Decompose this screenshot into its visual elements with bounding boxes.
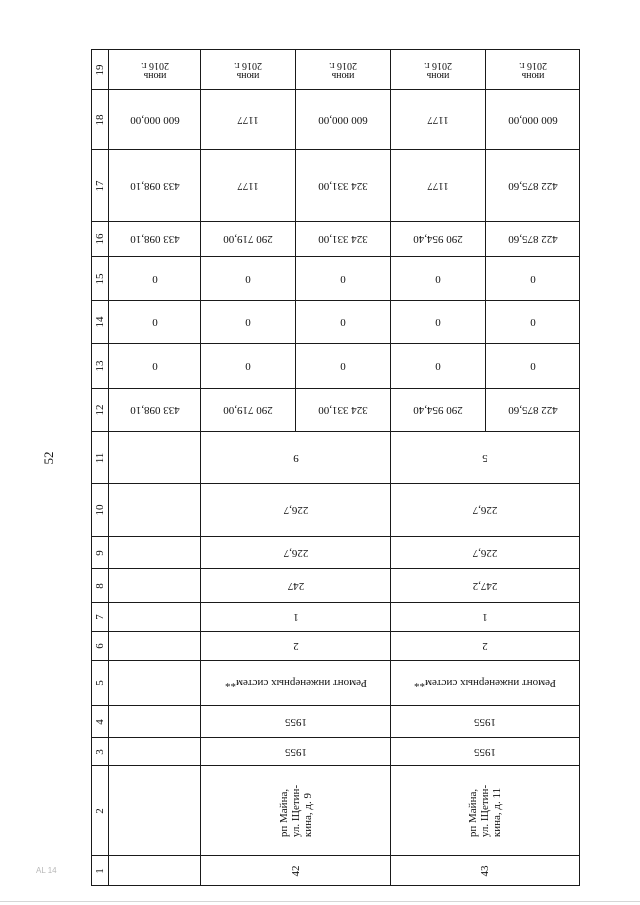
blank-cell bbox=[108, 660, 201, 706]
column-number: 19 bbox=[94, 64, 106, 75]
cost-cell-col15 bbox=[485, 256, 580, 301]
column-number: 8 bbox=[94, 582, 106, 589]
cost-cell-col17 bbox=[295, 149, 391, 222]
cost-cell-col15 bbox=[108, 256, 201, 301]
area-col10: 226,7 bbox=[472, 504, 498, 516]
cell-text-line: рп Майна, bbox=[467, 788, 479, 837]
entrances: 1 bbox=[482, 611, 488, 623]
cell-text-line: 2016 г. bbox=[424, 59, 452, 71]
blank-cell bbox=[108, 536, 201, 569]
cost-cell-col12 bbox=[390, 388, 486, 432]
cost-cell-col16 bbox=[108, 221, 201, 257]
column-header-10 bbox=[91, 483, 109, 537]
cell-text-line: июнь bbox=[143, 69, 166, 81]
year_commissioned-cell bbox=[200, 705, 391, 738]
cost-cell-col15 bbox=[295, 256, 391, 301]
cost-cell-col12 bbox=[108, 388, 201, 432]
cost-cell-col13 bbox=[108, 343, 201, 389]
cost-cell-col16 bbox=[390, 221, 486, 257]
column-number: 6 bbox=[94, 643, 106, 649]
blank-cell bbox=[108, 568, 201, 603]
column-number: 4 bbox=[94, 718, 106, 725]
cost-value: 0 bbox=[151, 360, 158, 372]
deadline-cell bbox=[390, 49, 486, 90]
cost-value: 0 bbox=[529, 360, 536, 372]
column-header-7 bbox=[91, 602, 109, 632]
column-header-14 bbox=[91, 300, 109, 344]
column-number: 16 bbox=[94, 233, 106, 245]
corner-mark: AL 14 bbox=[36, 866, 57, 875]
year-built: 1955 bbox=[284, 745, 307, 758]
cost-value: 433 098,10 bbox=[129, 404, 180, 416]
deadline-text bbox=[329, 60, 357, 80]
cost-value: 433 098,10 bbox=[129, 179, 180, 192]
column-number: 2 bbox=[94, 807, 106, 814]
area_col10-cell bbox=[200, 483, 391, 537]
address-text bbox=[278, 784, 314, 836]
column-number: 1 bbox=[94, 867, 106, 874]
cost-value: 600 000,00 bbox=[318, 113, 368, 126]
cost-value: 0 bbox=[435, 272, 441, 285]
cost-value: 433 098,10 bbox=[129, 233, 180, 245]
blank-cell bbox=[108, 631, 201, 661]
cell-text-line: кина, д. 9 bbox=[301, 792, 314, 837]
cost-value: 0 bbox=[245, 272, 251, 285]
column-header-18 bbox=[91, 89, 109, 150]
residents: 5 bbox=[482, 451, 488, 464]
year-commissioned: 1955 bbox=[474, 715, 496, 728]
cell-text-line: 2016 г. bbox=[234, 59, 262, 71]
column-header-19 bbox=[91, 49, 109, 90]
cost-cell-col17 bbox=[200, 149, 296, 222]
area_col9-cell bbox=[200, 536, 391, 569]
year-commissioned: 1955 bbox=[284, 715, 307, 728]
cost-value: 0 bbox=[151, 316, 158, 328]
floors-cell bbox=[200, 631, 391, 661]
address-text bbox=[467, 784, 503, 836]
cost-value: 0 bbox=[245, 360, 251, 372]
cost-cell-col18 bbox=[295, 89, 391, 150]
cost-cell-col16 bbox=[200, 221, 296, 257]
cost-cell-col16 bbox=[295, 221, 391, 257]
blank-cell bbox=[108, 431, 201, 484]
cost-value: 0 bbox=[340, 272, 346, 285]
address-cell bbox=[390, 765, 580, 856]
cost-value: 324 331,00 bbox=[318, 179, 368, 192]
cost-cell-col12 bbox=[295, 388, 391, 432]
deadline-text bbox=[234, 60, 262, 80]
cost-cell-col13 bbox=[485, 343, 580, 389]
cost-value: 422 875,60 bbox=[507, 233, 558, 245]
column-number: 12 bbox=[94, 404, 106, 416]
cost-cell-col14 bbox=[390, 300, 486, 344]
cost-cell-col17 bbox=[485, 149, 580, 222]
cost-cell-col13 bbox=[295, 343, 391, 389]
page-number: 52 bbox=[41, 451, 56, 465]
cost-value: 0 bbox=[529, 316, 536, 328]
cost-cell-col15 bbox=[200, 256, 296, 301]
deadline-cell bbox=[108, 49, 201, 90]
cost-value: 600 000,00 bbox=[507, 113, 558, 126]
record-number-cell bbox=[390, 855, 580, 886]
cost-value: 600 000,00 bbox=[129, 113, 180, 126]
deadline-cell bbox=[200, 49, 296, 90]
column-number: 3 bbox=[94, 748, 106, 755]
cost-value: 0 bbox=[340, 316, 346, 328]
cost-cell-col16 bbox=[485, 221, 580, 257]
cost-cell-col17 bbox=[108, 149, 201, 222]
total-area: 247,2 bbox=[472, 579, 498, 592]
cost-value: 290 719,00 bbox=[223, 404, 273, 416]
year_commissioned-cell bbox=[390, 705, 580, 738]
work_type-cell bbox=[390, 660, 580, 706]
blank-cell bbox=[108, 705, 201, 738]
area-col9: 226,7 bbox=[283, 546, 308, 559]
residents-cell bbox=[390, 431, 580, 484]
record-number: 43 bbox=[479, 865, 491, 876]
cost-value: 1177 bbox=[237, 179, 259, 192]
column-number: 9 bbox=[94, 549, 106, 556]
cost-value: 290 719,00 bbox=[223, 233, 273, 245]
floors: 2 bbox=[482, 640, 488, 652]
column-header-5 bbox=[91, 660, 109, 706]
column-header-9 bbox=[91, 536, 109, 569]
floors: 2 bbox=[292, 640, 299, 652]
cost-value: 290 954,40 bbox=[413, 233, 463, 245]
cost-value: 0 bbox=[529, 272, 536, 285]
area_col10-cell bbox=[390, 483, 580, 537]
cost-value: 0 bbox=[435, 360, 441, 372]
cost-value: 0 bbox=[245, 316, 251, 328]
record-number-cell bbox=[200, 855, 391, 886]
entrances: 1 bbox=[292, 611, 299, 623]
cell-text-line: 2016 г. bbox=[140, 59, 169, 71]
column-header-4 bbox=[91, 705, 109, 738]
year_built-cell bbox=[200, 737, 391, 766]
work-type: Ремонт инженерных систем** bbox=[224, 677, 367, 689]
cost-cell-col13 bbox=[390, 343, 486, 389]
cost-cell-col18 bbox=[108, 89, 201, 150]
column-header-11 bbox=[91, 431, 109, 484]
column-header-16 bbox=[91, 221, 109, 257]
column-number: 18 bbox=[94, 114, 106, 125]
cost-cell-col15 bbox=[390, 256, 486, 301]
column-header-6 bbox=[91, 631, 109, 661]
entrances-cell bbox=[390, 602, 580, 632]
cell-text-line: рп Майна, bbox=[277, 788, 290, 837]
cost-cell-col14 bbox=[485, 300, 580, 344]
cost-cell-col14 bbox=[108, 300, 201, 344]
column-header-15 bbox=[91, 256, 109, 301]
blank-cell bbox=[108, 855, 201, 886]
cost-cell-col14 bbox=[200, 300, 296, 344]
cost-value: 0 bbox=[340, 360, 346, 372]
cell-text-line: июнь bbox=[331, 69, 355, 81]
blank-cell bbox=[108, 765, 201, 856]
cost-cell-col17 bbox=[390, 149, 486, 222]
cost-value: 324 331,00 bbox=[318, 233, 368, 245]
cell-text-line: июнь bbox=[426, 69, 450, 81]
deadline-text bbox=[519, 60, 547, 80]
cell-text-line: ул. Щетин- bbox=[289, 784, 302, 837]
column-number: 13 bbox=[94, 360, 106, 372]
cost-cell-col13 bbox=[200, 343, 296, 389]
column-number: 10 bbox=[94, 504, 106, 516]
cost-cell-col18 bbox=[485, 89, 580, 150]
column-header-8 bbox=[91, 568, 109, 603]
area-col10: 226,7 bbox=[283, 504, 308, 516]
cell-text-line: кина, д. 11 bbox=[491, 787, 503, 837]
total_area-cell bbox=[390, 568, 580, 603]
cost-cell-col12 bbox=[485, 388, 580, 432]
column-header-13 bbox=[91, 343, 109, 389]
column-number: 7 bbox=[94, 614, 106, 620]
column-number: 14 bbox=[94, 316, 106, 328]
blank-cell bbox=[108, 483, 201, 537]
cost-value: 422 875,60 bbox=[507, 404, 558, 416]
column-number: 17 bbox=[94, 180, 106, 191]
cell-text-line: 2016 г. bbox=[329, 59, 357, 71]
cost-cell-col12 bbox=[200, 388, 296, 432]
blank-cell bbox=[108, 602, 201, 632]
floors-cell bbox=[390, 631, 580, 661]
deadline-text bbox=[141, 60, 169, 80]
record-number: 42 bbox=[289, 865, 302, 876]
deadline-cell bbox=[295, 49, 391, 90]
area-col9: 226,7 bbox=[472, 546, 498, 559]
cell-text-line: июнь bbox=[236, 69, 260, 81]
area_col9-cell bbox=[390, 536, 580, 569]
entrances-cell bbox=[200, 602, 391, 632]
residents-cell bbox=[200, 431, 391, 484]
cell-text-line: 2016 г. bbox=[518, 59, 547, 71]
total_area-cell bbox=[200, 568, 391, 603]
work-type: Ремонт инженерных систем** bbox=[414, 677, 556, 689]
column-header-12 bbox=[91, 388, 109, 432]
column-header-2 bbox=[91, 765, 109, 856]
column-number: 11 bbox=[94, 452, 106, 463]
deadline-text bbox=[424, 60, 452, 80]
cost-value: 0 bbox=[151, 272, 158, 285]
cost-value: 1177 bbox=[237, 113, 259, 126]
blank-cell bbox=[108, 737, 201, 766]
residents: 9 bbox=[292, 451, 299, 464]
cost-value: 1177 bbox=[427, 179, 449, 192]
year-built: 1955 bbox=[474, 745, 496, 758]
cost-value: 0 bbox=[435, 316, 441, 328]
column-header-17 bbox=[91, 149, 109, 222]
total-area: 247 bbox=[287, 579, 304, 592]
cost-value: 1177 bbox=[427, 113, 449, 126]
column-header-3 bbox=[91, 737, 109, 766]
cost-cell-col18 bbox=[390, 89, 486, 150]
column-header-1 bbox=[91, 855, 109, 886]
cost-value: 422 875,60 bbox=[507, 179, 558, 192]
address-cell bbox=[200, 765, 391, 856]
cell-text-line: июнь bbox=[521, 69, 544, 81]
column-number: 5 bbox=[94, 680, 106, 686]
deadline-cell bbox=[485, 49, 580, 90]
work_type-cell bbox=[200, 660, 391, 706]
column-number: 15 bbox=[94, 273, 106, 284]
year_built-cell bbox=[390, 737, 580, 766]
cost-value: 290 954,40 bbox=[413, 404, 463, 416]
cost-cell-col14 bbox=[295, 300, 391, 344]
cost-cell-col18 bbox=[200, 89, 296, 150]
cost-value: 324 331,00 bbox=[318, 404, 368, 416]
cell-text-line: ул. Щетин- bbox=[479, 784, 491, 837]
